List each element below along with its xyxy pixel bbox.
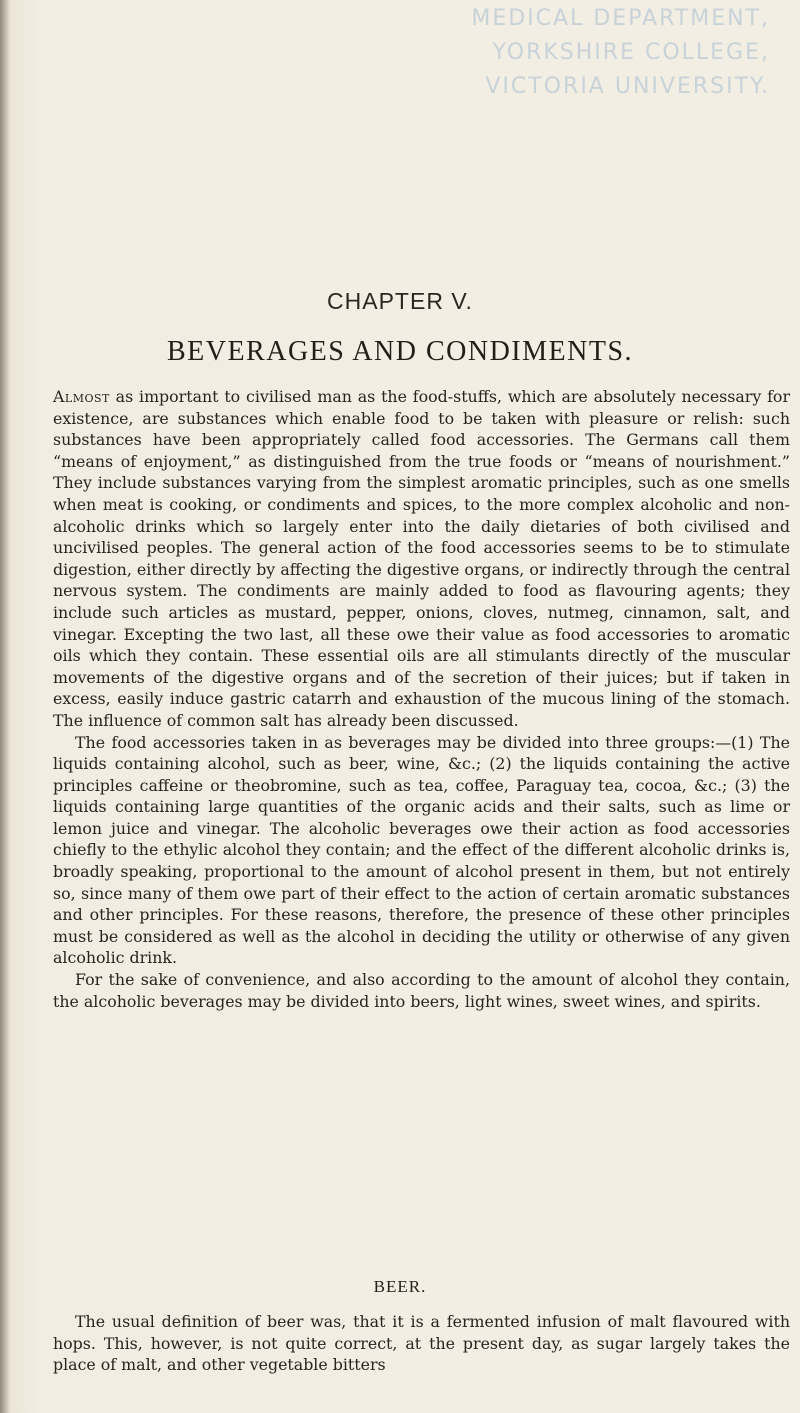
paragraph-text: as important to civilised man as the food-stuffs, which are absolutely necessary for existence, are substances which enable food to be taken with pleasure or relish: such substances have been appropriately called food accessories. The Germans call them “means of enjoyment,” as distinguished from the true foods or “means of nourishment.” They include substances varying from the simplest aromatic principles, such as one smells when meat is cooking, or condiments and spices, to the more complex alcoholic and non-alcoholic drinks which so largely enter into the daily dietaries of both civilised and uncivilised peoples. The general action of the food accessories seems to be to stimulate digestion, either directly by affecting the digestive organs, or indirectly through the central nervous system. The condiments are mainly added to food as flavouring agents; they include such articles as mustard, pepper, onions, cloves, nutmeg, cinnamon, salt, and vinegar. Excepting the two last, all these owe their value as food accessories to aromatic oils which they contain. These essential oils are all stimulants directly of the muscular movements of the digestive organs and of the secretion of their juices; but if taken in excess, easily induce gastric catarrh and exhaustion of the mucous lining of the stomach. The influence of common salt has already been discussed. — [53, 387, 790, 730]
chapter-title: BEVERAGES AND CONDIMENTS. — [166, 336, 634, 367]
paragraph-lead-word: Almost — [53, 387, 110, 406]
library-stamp — [450, 2, 770, 104]
paragraph — [53, 386, 790, 732]
library-stamp-line: MEDICAL DEPARTMENT, — [471, 6, 770, 31]
paragraph: The usual definition of beer was, that it is a fermented infusion of malt flavoured with hops. This, however, is not quite correct, at the present day, as sugar largely takes the place of malt, and other vegetable bitters — [53, 1312, 790, 1375]
paragraph: The food accessories taken in as beverages may be divided into three groups:—(1) The liquids containing alcohol, such as beer, wine, &c.; (2) the liquids containing the active principles caffeine or theobromine, such as tea, coffee, Paraguay tea, cocoa, &c.; (3) the liquids containing large quantities of the organic acids and their salts, such as lime or lemon juice and vinegar. The alcoholic beverages owe their action as food accessories chiefly to the ethylic alcohol they contain; and the effect of the different alcoholic drinks is, broadly speaking, proportional to the amount of alcohol present in them, but not entirely so, since many of them owe part of their effect to the action of certain aromatic substances and other principles. For these reasons, therefore, the presence of these other principles must be considered as well as the alcohol in deciding the utility or otherwise of any given alcoholic drink. — [53, 732, 790, 968]
section-heading: BEER. — [373, 1277, 427, 1296]
library-stamp-line: VICTORIA UNIVERSITY. — [485, 74, 770, 99]
page-binding-edge — [0, 0, 10, 1413]
section-body — [53, 1311, 790, 1376]
chapter-body — [53, 386, 790, 1012]
chapter-label: CHAPTER V. — [327, 288, 473, 314]
library-stamp-line: YORKSHIRE COLLEGE, — [492, 40, 770, 65]
paragraph: For the sake of convenience, and also according to the amount of alcohol they contain, the alcoholic beverages may be divided into beers, light wines, sweet wines, and spirits. — [53, 970, 790, 1011]
